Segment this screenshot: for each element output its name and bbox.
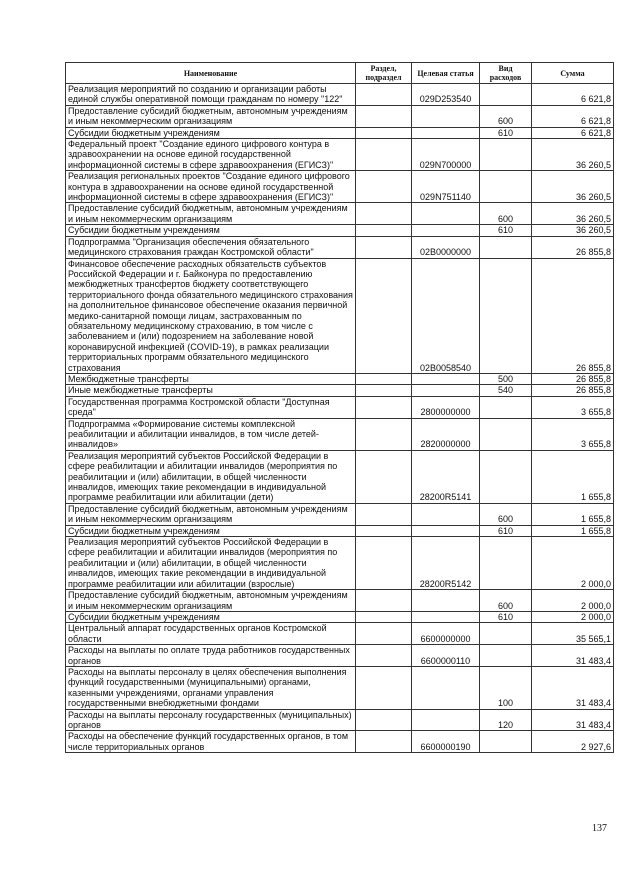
table-row [66, 373, 614, 384]
row-name-cell: Иные межбюджетные трансферты [66, 385, 356, 396]
row-sum-cell: 36 260,5 [532, 171, 614, 203]
row-target-cell [412, 709, 480, 731]
header-sum: Сумма [532, 63, 614, 84]
table-row [66, 225, 614, 236]
table-row [66, 525, 614, 536]
row-sum-cell: 31 483,4 [532, 666, 614, 709]
row-section-cell [356, 709, 412, 731]
row-sum-cell: 3 655,8 [532, 418, 614, 450]
row-name-cell: Расходы на выплаты по оплате труда работников государственных органов [66, 645, 356, 667]
table-row [66, 537, 614, 590]
row-name-cell: Межбюджетные трансферты [66, 373, 356, 384]
row-kind-cell [480, 236, 532, 258]
row-section-cell [356, 203, 412, 225]
table-row [66, 623, 614, 645]
row-kind-cell: 540 [480, 385, 532, 396]
row-name-cell: Предоставление субсидий бюджетным, автономным учреждениям и иным некоммерческим организациям [66, 503, 356, 525]
row-sum-cell: 31 483,4 [532, 709, 614, 731]
row-name-cell: Субсидии бюджетным учреждениям [66, 127, 356, 138]
row-target-cell: 029N751140 [412, 171, 480, 203]
row-sum-cell: 1 655,8 [532, 503, 614, 525]
header-section: Раздел, подраздел [356, 63, 412, 84]
row-section-cell [356, 373, 412, 384]
row-name-cell: Финансовое обеспечение расходных обязательств субъектов Российской Федерации и г. Байконура по предоставлению межбюджетных трансфертов бюджету соответствующего территориального фонда обязательного медицинского страхования на дополнительное финансовое обеспечение оказания первичной медико-санитарной помощи лицам, застрахованным по обязательному медицинскому страхованию, в том числе с заболеванием и (или) подозрением на заболевание новой коронавирусной инфекцией (COVID-19), в рамках реализации территориальных программ обязательного медицинского страхования [66, 258, 356, 373]
table-row [66, 503, 614, 525]
row-section-cell [356, 450, 412, 503]
row-name-cell: Субсидии бюджетным учреждениям [66, 525, 356, 536]
row-target-cell [412, 590, 480, 612]
row-sum-cell: 6 621,8 [532, 105, 614, 127]
row-section-cell [356, 139, 412, 171]
row-name-cell: Расходы на выплаты персоналу в целях обеспечения выполнения функций государственными (муниципальными) органами, казенными учреждениями, органами управления государственными внебюджетными фондами [66, 666, 356, 709]
table-body [66, 84, 614, 753]
table-row [66, 731, 614, 753]
budget-sheet [65, 62, 613, 753]
row-kind-cell [480, 258, 532, 373]
row-section-cell [356, 84, 412, 106]
row-sum-cell: 2 000,0 [532, 537, 614, 590]
table-row [66, 396, 614, 418]
row-target-cell: 029D253540 [412, 84, 480, 106]
row-name-cell: Реализация региональных проектов "Создание единого цифрового контура в здравоохранении на основе единой государственной информационной системы в сфере здравоохранения (ЕГИСЗ)" [66, 171, 356, 203]
table-row [66, 645, 614, 667]
row-sum-cell: 6 621,8 [532, 127, 614, 138]
row-section-cell [356, 503, 412, 525]
page-number: 137 [592, 823, 607, 834]
row-section-cell [356, 731, 412, 753]
row-name-cell: Государственная программа Костромской области "Доступная среда" [66, 396, 356, 418]
table-row [66, 590, 614, 612]
row-name-cell: Субсидии бюджетным учреждениям [66, 611, 356, 622]
row-name-cell: Подпрограмма "Организация обеспечения обязательного медицинского страхования граждан Костромской области" [66, 236, 356, 258]
row-target-cell: 029N700000 [412, 139, 480, 171]
row-kind-cell: 600 [480, 503, 532, 525]
table-row [66, 127, 614, 138]
row-sum-cell: 26 855,8 [532, 258, 614, 373]
row-target-cell: 2820000000 [412, 418, 480, 450]
row-kind-cell: 600 [480, 203, 532, 225]
row-section-cell [356, 666, 412, 709]
row-name-cell: Реализация мероприятий субъектов Российской Федерации в сфере реабилитации и абилитации инвалидов (мероприятия по реабилитации и (или) абилитации, в общей численности инвалидов, имеющих такие рекомендации в индивидуальной программе реабилитации или абилитации (взрослые) [66, 537, 356, 590]
row-name-cell: Реализация мероприятий субъектов Российской Федерации в сфере реабилитации и абилитации инвалидов (мероприятия по реабилитации и (или) абилитации, в общей численности инвалидов, имеющих такие рекомендации в индивидуальной программе реабилитации или абилитации (дети) [66, 450, 356, 503]
row-target-cell: 28200R5141 [412, 450, 480, 503]
row-kind-cell: 120 [480, 709, 532, 731]
row-sum-cell: 36 260,5 [532, 139, 614, 171]
row-kind-cell [480, 418, 532, 450]
table-row [66, 666, 614, 709]
table-row [66, 450, 614, 503]
row-section-cell [356, 623, 412, 645]
row-kind-cell [480, 537, 532, 590]
row-kind-cell: 600 [480, 105, 532, 127]
header-name: Наименование [66, 63, 356, 84]
table-row [66, 203, 614, 225]
table-row [66, 236, 614, 258]
row-name-cell: Субсидии бюджетным учреждениям [66, 225, 356, 236]
row-section-cell [356, 225, 412, 236]
row-section-cell [356, 385, 412, 396]
row-target-cell [412, 127, 480, 138]
row-section-cell [356, 171, 412, 203]
row-target-cell [412, 203, 480, 225]
row-kind-cell: 610 [480, 127, 532, 138]
row-sum-cell: 35 565,1 [532, 623, 614, 645]
row-kind-cell [480, 623, 532, 645]
row-kind-cell: 610 [480, 225, 532, 236]
row-kind-cell [480, 171, 532, 203]
row-name-cell: Реализация мероприятий по созданию и организации работы единой службы оперативной помощи гражданам по номеру "122" [66, 84, 356, 106]
row-sum-cell: 1 655,8 [532, 450, 614, 503]
row-section-cell [356, 418, 412, 450]
row-kind-cell: 600 [480, 590, 532, 612]
row-sum-cell: 26 855,8 [532, 385, 614, 396]
row-kind-cell [480, 139, 532, 171]
row-section-cell [356, 645, 412, 667]
row-kind-cell: 500 [480, 373, 532, 384]
row-name-cell: Предоставление субсидий бюджетным, автономным учреждениям и иным некоммерческим организациям [66, 590, 356, 612]
row-name-cell: Расходы на выплаты персоналу государственных (муниципальных) органов [66, 709, 356, 731]
row-name-cell: Центральный аппарат государственных органов Костромской области [66, 623, 356, 645]
row-target-cell [412, 503, 480, 525]
row-target-cell: 02B0058540 [412, 258, 480, 373]
row-target-cell [412, 525, 480, 536]
row-section-cell [356, 127, 412, 138]
row-section-cell [356, 258, 412, 373]
row-target-cell [412, 611, 480, 622]
row-section-cell [356, 537, 412, 590]
table-row [66, 105, 614, 127]
row-sum-cell: 2 000,0 [532, 611, 614, 622]
row-name-cell: Расходы на обеспечение функций государственных органов, в том числе территориальных органов [66, 731, 356, 753]
row-sum-cell: 26 855,8 [532, 236, 614, 258]
table-row [66, 84, 614, 106]
row-target-cell: 28200R5142 [412, 537, 480, 590]
row-kind-cell [480, 731, 532, 753]
table-row [66, 611, 614, 622]
row-sum-cell: 6 621,8 [532, 84, 614, 106]
row-target-cell: 2800000000 [412, 396, 480, 418]
row-sum-cell: 1 655,8 [532, 525, 614, 536]
table-row [66, 258, 614, 373]
budget-table [65, 62, 614, 753]
row-name-cell: Предоставление субсидий бюджетным, автономным учреждениям и иным некоммерческим организациям [66, 105, 356, 127]
row-target-cell [412, 385, 480, 396]
row-kind-cell: 100 [480, 666, 532, 709]
row-target-cell: 02B0000000 [412, 236, 480, 258]
row-kind-cell [480, 450, 532, 503]
header-kind: Вид расходов [480, 63, 532, 84]
row-section-cell [356, 525, 412, 536]
row-name-cell: Федеральный проект "Создание единого цифрового контура в здравоохранении на основе единой государственной информационной системы в сфере здравоохранения (ЕГИСЗ)" [66, 139, 356, 171]
row-sum-cell: 26 855,8 [532, 373, 614, 384]
row-target-cell [412, 105, 480, 127]
row-section-cell [356, 590, 412, 612]
row-sum-cell: 36 260,5 [532, 203, 614, 225]
row-section-cell [356, 236, 412, 258]
row-section-cell [356, 105, 412, 127]
row-target-cell [412, 666, 480, 709]
table-row [66, 709, 614, 731]
row-sum-cell: 3 655,8 [532, 396, 614, 418]
row-section-cell [356, 396, 412, 418]
row-target-cell [412, 373, 480, 384]
row-kind-cell: 610 [480, 525, 532, 536]
table-row [66, 418, 614, 450]
table-row [66, 139, 614, 171]
table-header-row [66, 63, 614, 84]
table-row [66, 385, 614, 396]
row-sum-cell: 31 483,4 [532, 645, 614, 667]
row-target-cell [412, 225, 480, 236]
row-section-cell [356, 611, 412, 622]
table-row [66, 171, 614, 203]
row-target-cell: 6600000000 [412, 623, 480, 645]
row-sum-cell: 2 927,6 [532, 731, 614, 753]
row-kind-cell [480, 396, 532, 418]
row-name-cell: Подпрограмма «Формирование системы комплексной реабилитации и абилитации инвалидов, в том числе детей-инвалидов» [66, 418, 356, 450]
row-kind-cell [480, 84, 532, 106]
header-target: Целевая статья [412, 63, 480, 84]
row-name-cell: Предоставление субсидий бюджетным, автономным учреждениям и иным некоммерческим организациям [66, 203, 356, 225]
row-sum-cell: 2 000,0 [532, 590, 614, 612]
row-target-cell: 6600000190 [412, 731, 480, 753]
row-target-cell: 6600000110 [412, 645, 480, 667]
row-kind-cell [480, 645, 532, 667]
row-sum-cell: 36 260,5 [532, 225, 614, 236]
row-kind-cell: 610 [480, 611, 532, 622]
